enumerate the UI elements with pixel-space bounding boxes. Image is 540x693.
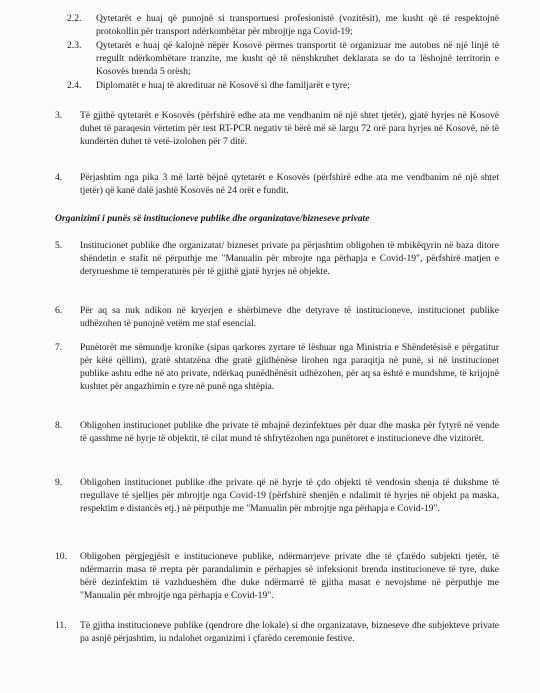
item-number: 7. <box>55 342 63 353</box>
sub-item-text: Qytetarët e huaj që kalojnë nëpër Kosovë përmes transportit të organizuar me autobus në një linjë të rregullt ndërkombëtare tranzite, me kusht që të nënshkruhet deklarata se do ta lëshojnë territorin e Kosovës brenda 5 orësh; <box>96 40 499 77</box>
item-number: 3. <box>55 110 63 121</box>
list-item-5 <box>55 240 499 279</box>
item-number: 10. <box>55 551 67 562</box>
item-number: 9. <box>55 477 63 488</box>
item-text: Institucionet publike dhe organizatat/ bizneset private pa përjashtim obligohen të mbikëqyrin në baza ditore shëndetin e stafit në përputhje me "Manualin për mbrojte nga përhapja e Covid-19", përfshirë matjen e detyrueshme të temperaturës për të gjithë gjatë hyrjes në objekte. <box>80 240 499 277</box>
sub-item-number: 2.4. <box>67 80 82 91</box>
item-text: Përjashtim nga pika 3 më lartë bëjnë qytetarët e Kosovës (përfshirë edhe ata me vendbanim në një shtet tjetër) që kanë dalë jashtë Kosovës në 24 orët e fundit. <box>80 172 499 196</box>
item-text: Obligohen përgjegjësit e institucioneve publike, ndërmarrjeve private dhe të çfarëdo subjekti tjetër, të ndërmarrin masa të rrepta për parandalimin e përhapjes së infeksionit brenda institucioneve të tyre, duke bërë dezinfektim të vazhdueshëm dhe duke ndërmarrë të gjitha masat e nevojshme në përputhje me "Manualin për mbrojtje nga përhapja e Covid-19". <box>80 551 499 601</box>
section-heading: Organizimi i punës së institucioneve publike dhe organizatave/bizneseve private <box>55 213 370 224</box>
item-number: 8. <box>55 420 63 431</box>
item-text: Punëtorët me sëmundje kronike (sipas qarkores zyrtare të lëshuar nga Ministria e Shëndetësisë e përgatitur për këtë qëllim), gratë shtatzëna dhe gratë gjidhënëse lirohen nga paraqitja në punë, si në institucionet publike ashtu edhe në ato private, ndërkaq punëdhënësit udhëzohen, për aq sa është e mundshme, të krijojnë kushtet për angazhimin e tyre në punë nga shtëpia. <box>80 342 499 392</box>
sub-item-number: 2.3. <box>67 40 82 51</box>
list-item-7 <box>55 342 499 394</box>
sub-item-number: 2.2. <box>67 13 82 24</box>
sub-item-text: Qytetarët e huaj që punojnë si transportuesi profesionistë (vozitësit), me kusht që të respektojnë protokollin për transport ndërkombëtar për mbrojtje nga Covid-19; <box>96 13 499 37</box>
list-item-10 <box>55 551 499 603</box>
sub-item-2-2 <box>67 13 499 39</box>
item-text: Të gjitha institucioneve publike (qendrore dhe lokale) si dhe organizatave, bizneseve dhe subjekteve private pa asnjë përjashtim, iu ndalohet organizimi i çfarëdo ceremonie festive. <box>80 620 499 644</box>
list-item-11 <box>55 620 499 646</box>
list-item-9 <box>55 477 499 516</box>
list-item-4 <box>55 172 499 198</box>
item-number: 4. <box>55 172 63 183</box>
item-text: Të gjithë qytetarët e Kosovës (përfshirë edhe ata me vendbanim në një shtet tjetër), gjatë hyrjes në Kosovë duhet të paraqesin vërtetim për test RT-PCR negativ të bërë më së largu 72 orë para hyrjes në Kosovë, në të kundërtën duhet të vetë-izolohen për 7 ditë. <box>80 110 499 147</box>
item-text: Për aq sa nuk ndikon në kryerjen e shërbimeve dhe detyrave të institucioneve, institucionet publike udhëzohen të punojnë vetëm me staf esencial. <box>80 305 499 329</box>
list-item-6 <box>55 305 499 331</box>
item-number: 5. <box>55 240 63 251</box>
item-number: 11. <box>55 620 67 631</box>
sub-item-2-4 <box>67 80 499 93</box>
list-item-8 <box>55 420 499 446</box>
item-text: Obligohen institucionet publike dhe private që në hyrje të çdo objekti të vendosin shenja të dukshme të rregullave të sjelljes për mbrojtje nga Covid-19 (përfshirë shenjën e ndalimit të hyrjes në objekt pa maska, respektim e distancës etj.) në përputhje me "Manualin për mbrojtje nga përhapja e Covid-19". <box>80 477 499 514</box>
sub-item-text: Diplomatët e huaj të akredituar në Kosovë si dhe familjarët e tyre; <box>96 80 350 91</box>
sub-item-2-3 <box>67 40 499 78</box>
item-number: 6. <box>55 305 63 316</box>
list-item-3 <box>55 110 499 149</box>
item-text: Obligohen institucionet publike dhe private të mbajnë dezinfektues për duar dhe maska për fytyrë në vende të qasshme në hyrje të objektit, të cilat mund të shfrytëzohen nga punëtoret e institucioneve dhe vizitorët. <box>80 420 499 444</box>
